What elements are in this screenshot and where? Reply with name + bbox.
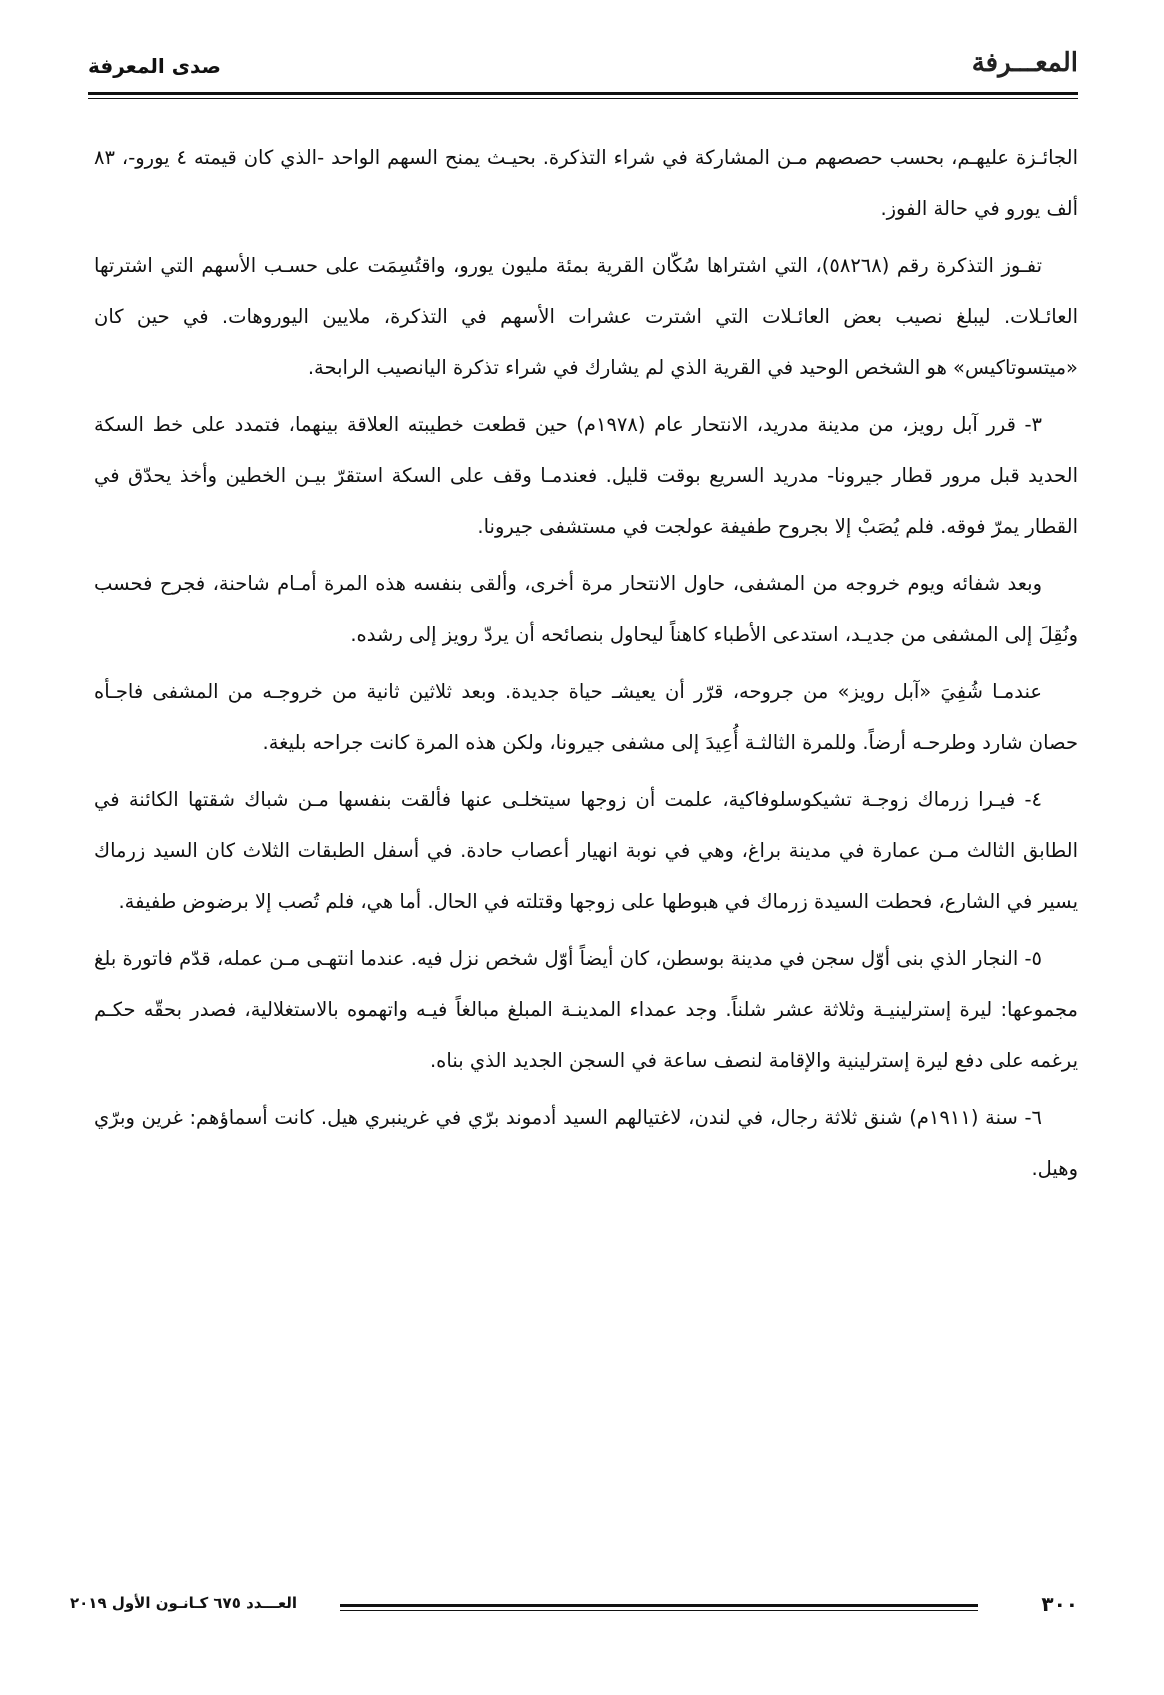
paragraph: ٤- فيـرا زرماك زوجـة تشيكوسلوفاكية، علمت أن زوجها سيتخلـى عنها فألقت بنفسها مـن شباك شقتها الكائنة في الطابق الثالث مـن عمارة في مدينة براغ، وهي في نوبة انهيار أعصاب حادة. في أسفل الطبقات الثلاث كان السيد زرماك يسير في الشارع، فحطت السيدة زرماك في هبوطها على زوجها وقتلته في الحال. أما هي، فلم تُصب إلا برضوض طفيفة. — [94, 788, 1078, 913]
issue-info: العـــدد ٦٧٥ كـانـون الأول ٢٠١٩ — [70, 1594, 298, 1612]
paragraph: ٥- النجار الذي بنى أوّل سجن في مدينة بوسطن، كان أيضاً أوّل شخص نزل فيه. عندما انتهـى مـن عمله، قدّم فاتورة بلغ مجموعها: ليرة إسترلينيـة وثلاثة عشر شلناً. وجد عمداء المدينـة المبلغ مبالغاً فيـه واتهموه بالاستغلالية، فصدر بحقّه حكـم يرغمه على دفع ليرة إسترلينية والإقامة لنصف ساعة في السجن الجديد الذي بناه. — [94, 947, 1078, 1072]
header-divider-thin — [88, 98, 1078, 99]
paragraph: الجائـزة عليهـم، بحسب حصصهم مـن المشاركة في شراء التذكرة. بحيـث يمنح السهم الواحد -الذي كان قيمته ٤ يورو-، ٨٣ ألف يورو في حالة الفوز. — [94, 146, 1078, 220]
magazine-logo: المعـــرفة — [971, 48, 1078, 78]
page-number: ٣٠٠ — [1041, 1592, 1078, 1616]
footer-divider — [340, 1604, 978, 1607]
page-header — [88, 38, 1078, 98]
paragraph: تفـوز التذكرة رقم (٥٨٢٦٨)، التي اشتراها سُكّان القرية بمئة مليون يورو، واقتُسِمَت على حسـب الأسهم التي اشترتها العائـلات. ليبلغ نصيب بعض العائـلات التي اشترت عشرات الأسهم في التذكرة، ملايين اليوروهات. في حين كان «ميتسوتاكيس» هو الشخص الوحيد في القرية الذي لم يشارك في شراء تذكرة اليانصيب الرابحة. — [94, 254, 1078, 379]
header-divider — [88, 92, 1078, 95]
article-body — [94, 132, 1078, 1200]
paragraph: ٣- قرر آبل رويز، من مدينة مدريد، الانتحار عام (١٩٧٨م) حين قطعت خطيبته العلاقة بينهما، فتمدد على خط السكة الحديد قبل مرور قطار جيرونا- مدريد السريع بوقت قليل. فعندمـا وقف على السكة استقرّ بيـن الخطين وأخذ يحدّق في القطار يمرّ فوقه. فلم يُصَبْ إلا بجروح طفيفة عولجت في مستشفى جيرونا. — [94, 413, 1078, 538]
page-footer — [70, 1592, 1078, 1632]
paragraph: وبعد شفائه ويوم خروجه من المشفى، حاول الانتحار مرة أخرى، وألقى بنفسه هذه المرة أمـام شاحنة، فجرح فحسب ونُقِلَ إلى المشفى من جديـد، استدعى الأطباء كاهناً ليحاول بنصائحه أن يردّ رويز إلى رشده. — [94, 572, 1078, 646]
paragraph: ٦- سنة (١٩١١م) شنق ثلاثة رجال، في لندن، لاغتيالهم السيد أدموند برّي في غرينبري هيل. كانت أسماؤهم: غرين وبرّي وهيل. — [94, 1106, 1078, 1180]
paragraph: عندمـا شُفِيَ «آبل رويز» من جروحه، قرّر أن يعيشـ حياة جديدة. وبعد ثلاثين ثانية من خروجـه من المشفى فاجـأه حصان شارد وطرحـه أرضاً. وللمرة الثالثـة أُعِيدَ إلى مشفى جيرونا، ولكن هذه المرة كانت جراحه بليغة. — [94, 680, 1078, 754]
footer-divider-thin — [340, 1610, 978, 1611]
section-title: صدى المعرفة — [88, 54, 221, 78]
